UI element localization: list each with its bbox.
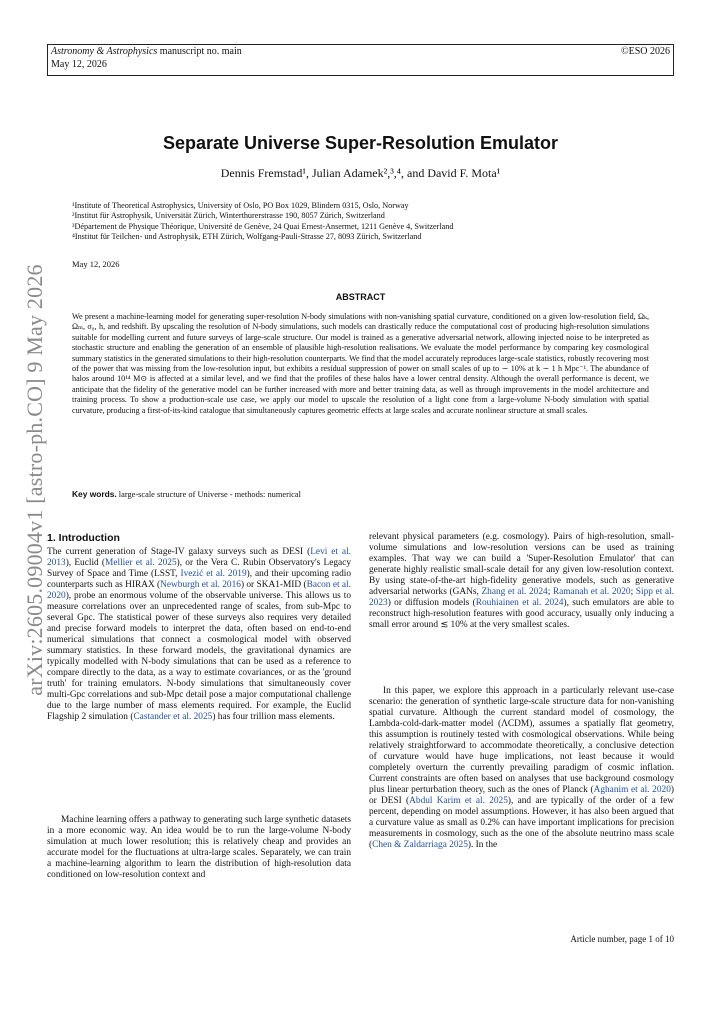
citation-link[interactable]: Abdul Karim et al. 2025 xyxy=(409,796,508,806)
affiliation-1: ¹Institute of Theoretical Astrophysics, University of Oslo, PO Box 1029, Blindern 0315, Oslo, Norway xyxy=(72,201,409,210)
keywords-text: large-scale structure of Universe - methods: numerical xyxy=(118,490,301,499)
citation-link[interactable]: Newburgh et al. 2016 xyxy=(160,580,241,590)
affiliation-2: ²Institut für Astrophysik, Universität Zürich, Winterthurerstrasse 190, 8057 Zürich, Switzerland xyxy=(72,211,385,221)
left-column-paragraph-2: Machine learning offers a pathway to generating such large synthetic datasets in a more economic way. An idea would be to run the large-volume N-body simulation at much lower resolution; this is relatively cheap and provides an accurate model for the fluctuations at ultra-large scales. Separately, we can train a machine-learning algorithm to learn the distribution of high-resolution data conditioned on low-resolution context and xyxy=(47,815,351,880)
author-list: Dennis Fremstad¹, Julian Adamek²,³,⁴, and David F. Mota¹ xyxy=(220,166,501,180)
section-heading: 1. Introduction xyxy=(47,532,120,544)
copyright: ©ESO 2026 xyxy=(621,46,670,57)
citation-link[interactable]: Ivezić et al. 2019 xyxy=(180,569,247,579)
citation-link[interactable]: Mellier et al. 2025 xyxy=(105,558,177,568)
keywords xyxy=(72,489,301,499)
citation-link[interactable]: Castander et al. 2025 xyxy=(133,712,213,722)
citation-link[interactable]: Sipp et al. 2023 xyxy=(369,587,674,608)
citation-link[interactable]: Levi et al. 2013 xyxy=(47,547,352,568)
citation-link[interactable]: Ramanah et al. 2020 xyxy=(552,587,631,597)
right-column-paragraph-2: In this paper, we explore this approach in a particularly relevant use-case scenario: the generation of synthetic large-scale structure data for non-vanishing spatial curvature. Although the current standard model of cosmology, the Lambda-cold-dark-matter model (ΛCDM), assumes a spatially flat geometry, this assumption is routinely tested with cosmological observations. While being relatively straightforward to accommodate theoretically, a conclusive detection of curvature would have huge implications, not least because it would completely overturn the currently prevailing paradigm of cosmic inflation. Current constraints are often based on analyses that use background cosmology plus linear perturbation theory, such as the ones of Planck (Aghanim et al. 2020) or DESI (Abdul Karim et al. 2025), and are typically of the order of a few percent, depending on model assumptions. However, it has also been argued that a curvature value as small as 0.2% can have important implications for precision measurements in cosmology, such as the one of the absolute neutrino mass scale (Chen & Zaldarriaga 2025). In the xyxy=(369,686,674,850)
journal-name: Astronomy & Astrophysics xyxy=(51,46,158,57)
citation-link[interactable]: Bacon et al. 2020 xyxy=(47,580,351,601)
manuscript-number: manuscript no. main xyxy=(157,46,242,57)
page-footer: Article number, page 1 of 10 xyxy=(570,934,674,944)
citation-link[interactable]: Zhang et al. 2024 xyxy=(481,587,548,597)
affiliation-4: ⁴Institut für Teilchen- und Astrophysik, ETH Zürich, Wolfgang-Pauli-Strasse 27, 8093 Zürich, Switzerland xyxy=(72,231,422,241)
affiliations xyxy=(72,201,672,242)
citation-link[interactable]: Chen & Zaldarriaga 2025 xyxy=(372,840,468,850)
abstract-text: We present a machine-learning model for generating super-resolution N-body simulations with non-vanishing spatial curvature, conditioned on a given low-resolution field, Ωₖ, Ωₘ, σ₈, h, and redshift. By upscaling the resolution of N-body simulations, such models can drastically reduce the computational cost of producing high-resolution simulations suitable for modelling current and future surveys of large-scale structure. Our model is trained as a generative adversarial network, allowing injected noise to be interpreted as stochastic structure and enabling the generation of an ensemble of plausible high-resolution realisations. We evaluate the model performance by comparing key cosmological summary statistics in the generated simulations to their high-resolution counterparts. We find that the model accurately reproduces large-scale statistics, robustly recovering most of the power that was missing from the low-resolution input, but exhibits a residual suppression of power on small scales of up to ∼ 10% at k ∼ 1 h Mpc⁻¹. The abundance of halos around 10¹⁴ M⊙ is affected at a similar level, and we find that the profiles of these halos have a lower central density. Although the overall performance is decent, we anticipate that the fidelity of the generative model can be further increased with more and better training data, as well as through improvements in the model architecture and training process. To show a production-scale use case, we apply our model to upscale the resolution of a light cone from a large-volume N-body simulation with spatial curvature, producing a first-of-its-kind catalogue that simultaneously captures geometric effects at large scales and accurate nonlinear structure at small scales. xyxy=(72,312,649,415)
header-date: May 12, 2026 xyxy=(51,58,107,70)
abstract-heading: ABSTRACT xyxy=(335,292,386,302)
left-column-paragraph-1: The current generation of Stage-IV galaxy surveys such as DESI (Levi et al. 2013), Euclid (Mellier et al. 2025), or the Vera C. Rubin Observatory's Legacy Survey of Space and Time (LSST, Ivezić et al. 2019), and their upcoming radio counterparts such as HIRAX (Newburgh et al. 2016) or SKA1-MID (Bacon et al. 2020), probe an enormous volume of the observable universe. This allows us to measure correlations over an unprecedented range of scales, from sub-Mpc to several Gpc. The statistical power of these surveys also requires very detailed and precise forward models to interpret the data, often based on end-to-end numerical simulations that connect a cosmological model with observed summary statistics. In these forward models, the gravitational dynamics are typically modelled with N-body simulations that can be used as a reference to compare directly to the data, as a way to estimate covariances, or as the 'ground truth' for training emulators. N-body simulations that simultaneously cover multi-Gpc correlations and sub-Mpc detail pose a major computational challenge due to the large number of mass elements required. For example, the Euclid Flagship 2 simulation (Castander et al. 2025) has four trillion mass elements. xyxy=(47,547,352,722)
affiliation-3: ³Département de Physique Théorique, Université de Genève, 24 Quai Ernest-Ansermet, 1211 Genève 4, Switzerland xyxy=(72,221,454,231)
citation-link[interactable]: Aghanim et al. 2020 xyxy=(593,785,671,795)
paper-date: May 12, 2026 xyxy=(72,259,120,269)
citation-link[interactable]: Rouhiainen et al. 2024 xyxy=(475,598,564,608)
arxiv-stamp: arXiv:2605.09004v1 [astro-ph.CO] 9 May 2026 xyxy=(22,264,47,696)
header-box xyxy=(47,44,674,76)
header-left xyxy=(51,46,242,71)
paper-title: Separate Universe Super-Resolution Emulator xyxy=(162,133,559,153)
right-column-paragraph-1: relevant physical parameters (e.g. cosmology). Pairs of high-resolution, small-volume simulations and low-resolution versions can be used as training examples. That way we can build a 'Super-Resolution Emulator' that can generate highly realistic small-scale detail for any given low-resolution context. By using state-of-the-art high-fidelity generative models, such as generative adversarial networks (GANs, Zhang et al. 2024; Ramanah et al. 2020; Sipp et al. 2023) or diffusion models (Rouhiainen et al. 2024), such emulators are able to reconstruct high-resolution features with good accuracy, usually only inducing a small error around ≲ 10% at the very smallest scales. xyxy=(369,532,674,630)
keywords-label: Key words. xyxy=(72,489,117,499)
